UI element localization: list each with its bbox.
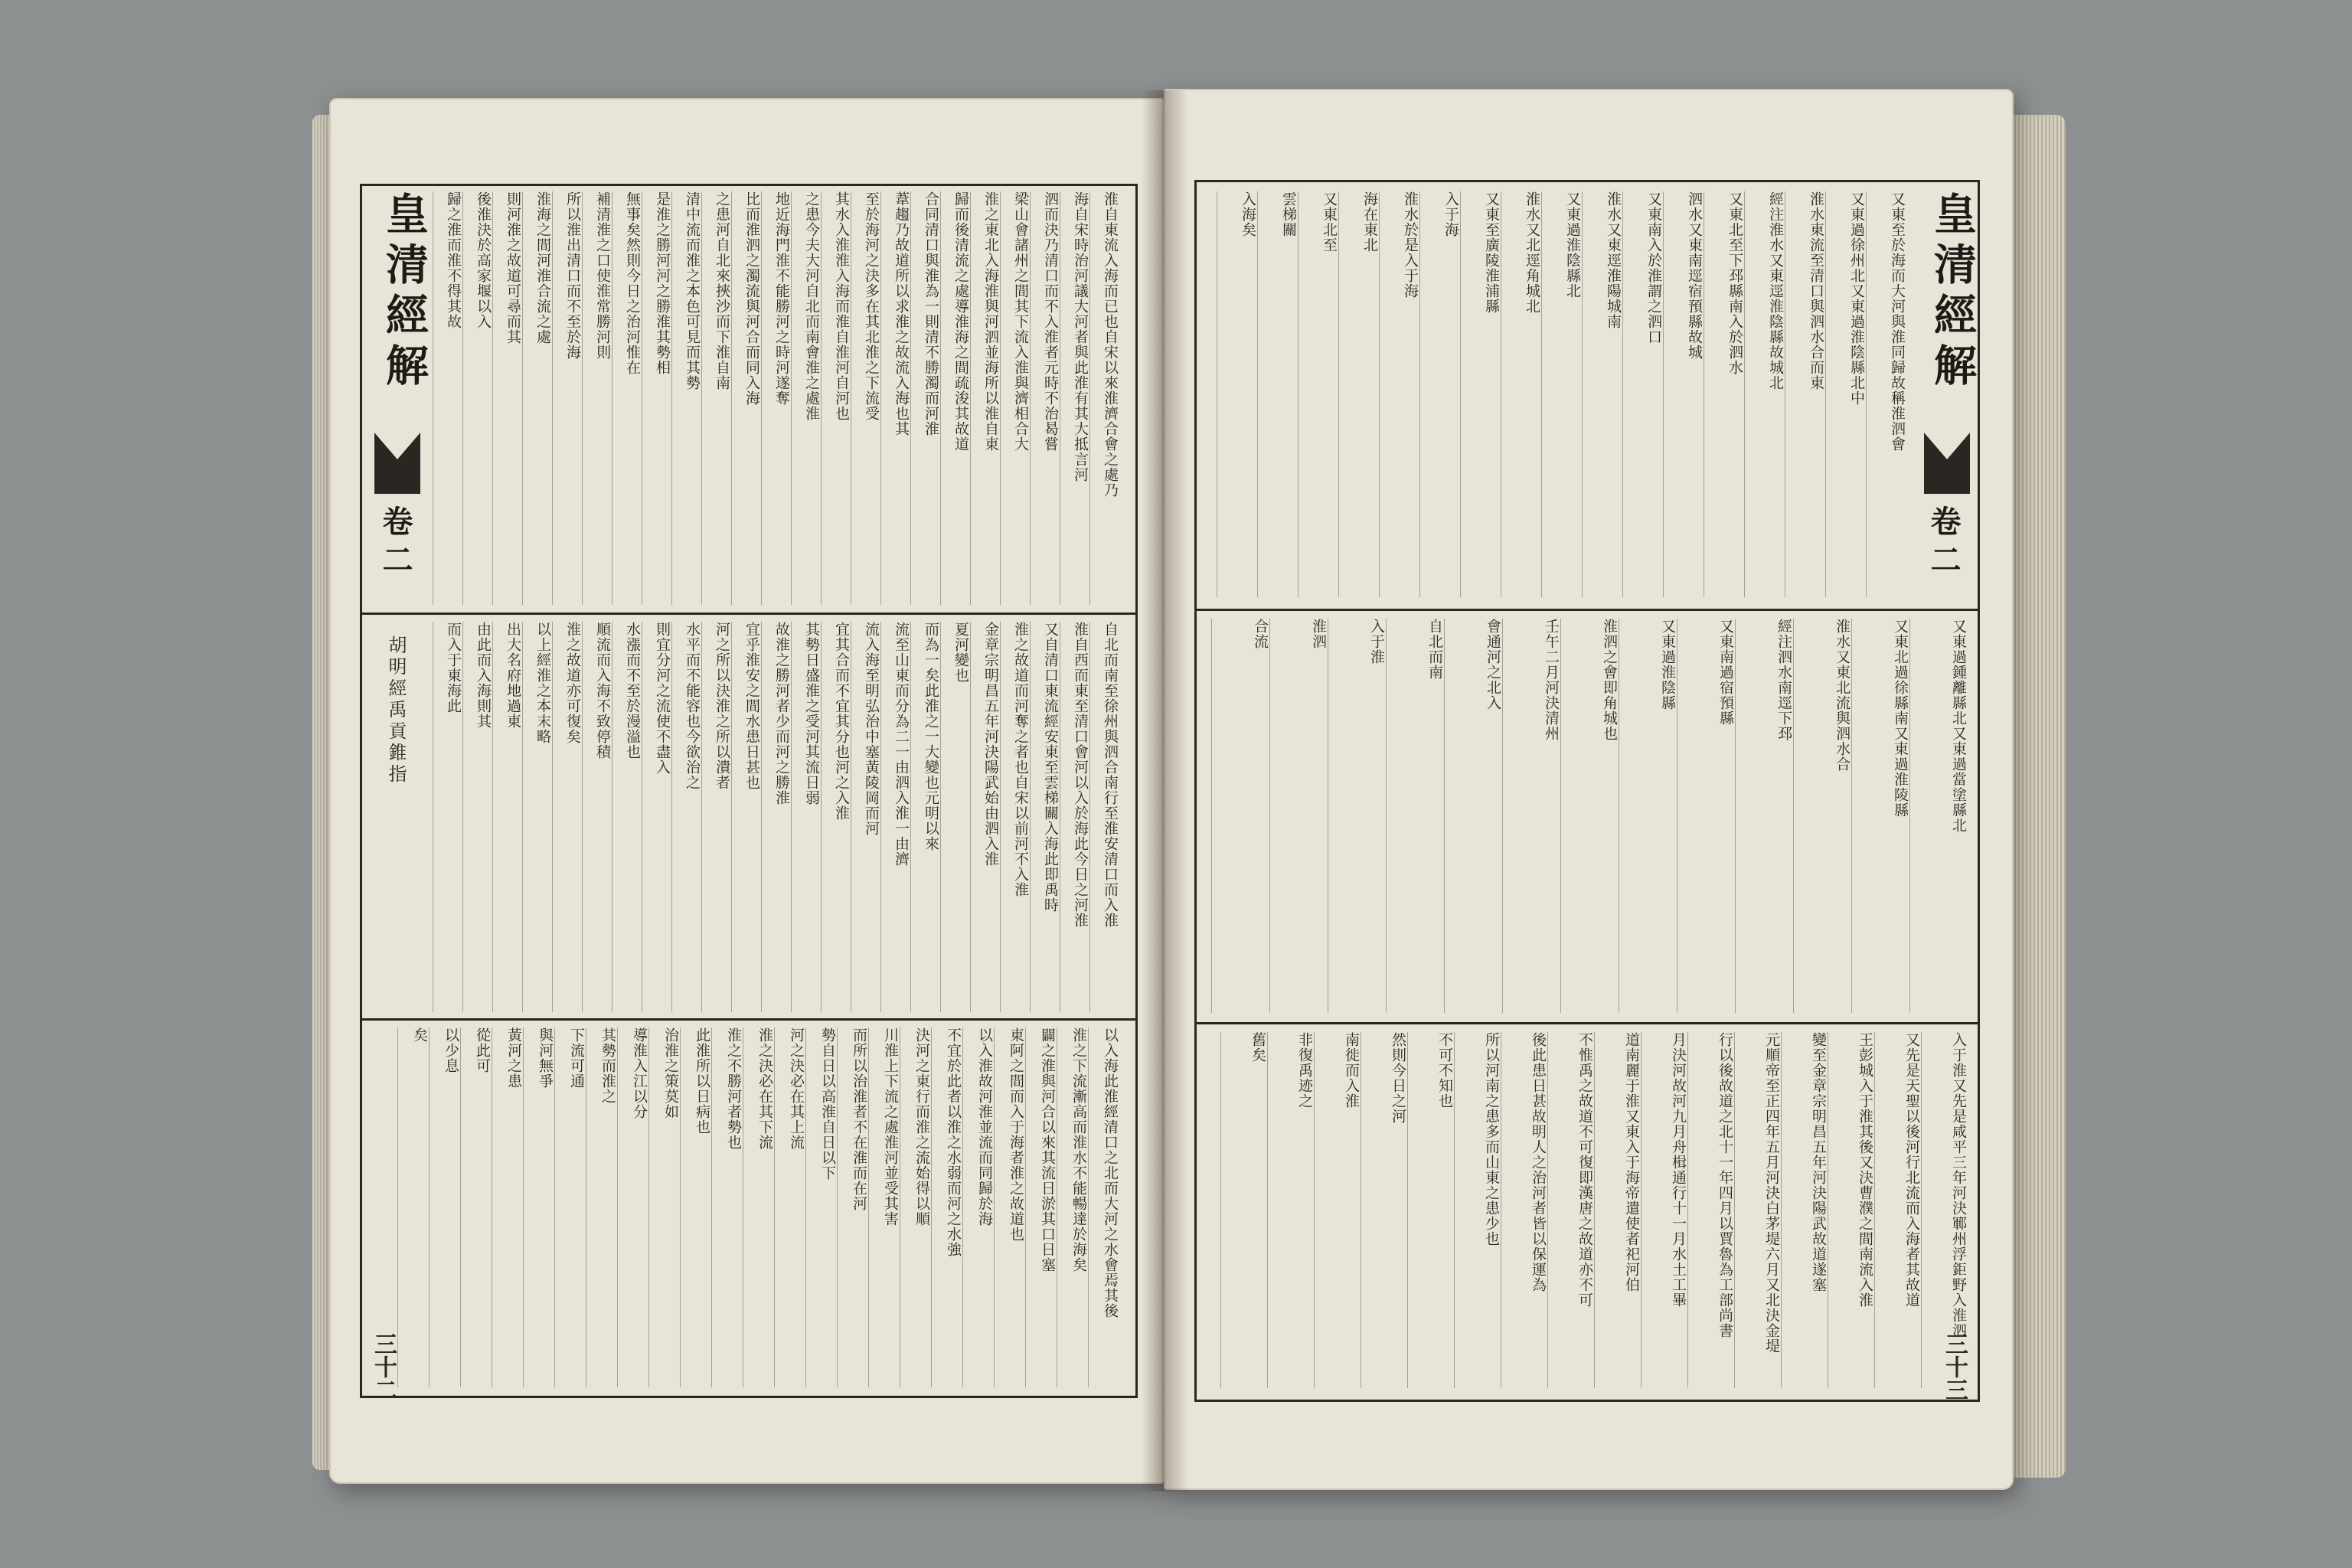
left-mid-text-column: 淮之故道亦可復矣 <box>552 622 582 1012</box>
left-bottom-text-column: 以入淮故河淮並流而同歸於海 <box>962 1027 994 1387</box>
left-mid-text-column: 則宜分河之流使不盡入 <box>642 622 671 1012</box>
right-top-text-column: 淮水於是入于海 <box>1379 191 1419 597</box>
right-bottom-text-column: 非復禹迹之 <box>1267 1032 1314 1388</box>
left-top-text-column: 海自宋時治河議大河者與此淮有其大抵言河 <box>1060 191 1089 605</box>
left-mid-text-column: 流入海至明弘治中塞黃陵岡而河 <box>851 622 880 1012</box>
right-bottom-text-column: 然則今日之河 <box>1361 1032 1407 1388</box>
left-top-text-column: 淮自東流入海而已也自宋以來淮濟合會之處乃 <box>1089 191 1119 605</box>
left-bottom-text-column: 黃河之患 <box>492 1027 523 1387</box>
right-bottom-text-column: 王彭城入于淮其後又決曹濮之間南流入淮 <box>1828 1032 1874 1388</box>
left-mid-text-column: 其勢日盛淮之受河其流日弱 <box>791 622 821 1012</box>
left-top-text-column: 歸之淮而淮不得其故 <box>433 191 462 605</box>
right-bottom-text-column: 入于淮又先是咸平三年河決鄆州浮鉅野入淮泗 <box>1921 1032 1968 1388</box>
left-mid-text-block <box>430 622 1119 1012</box>
left-bottom-text-column: 不宜於此者以淮之水弱而河之水強 <box>931 1027 962 1387</box>
right-mid-text-column: 入于淮 <box>1328 619 1386 1013</box>
left-mid-text-column: 河之所以決淮之所以潰者 <box>701 622 731 1012</box>
right-top-text-column: 泗水又東南逕宿預縣故城 <box>1663 191 1704 597</box>
left-top-text-column: 淮海之間河淮合流之處 <box>522 191 552 605</box>
right-bottom-text-column: 道南麗于淮又東入于海帝遣使者祀河伯 <box>1594 1032 1641 1388</box>
right-section-label: 卷二 <box>1926 505 1962 582</box>
left-mid-text-column: 以上經淮之本末略 <box>522 622 552 1012</box>
right-bottom-text-block <box>1210 1032 1968 1388</box>
left-bottom-text-column: 與河無爭 <box>523 1027 554 1387</box>
right-bottom-text-column: 不可不知也 <box>1407 1032 1454 1388</box>
left-bottom-text-column: 淮之不勝河者勢也 <box>711 1027 743 1387</box>
right-bottom-text-column: 月決河故河九月舟楫通行十一月水土工畢 <box>1641 1032 1687 1388</box>
right-mid-text-column: 經注泗水南逕下邳 <box>1735 619 1793 1013</box>
left-bottom-text-column: 此淮所以日病也 <box>680 1027 711 1387</box>
left-bottom-text-block <box>383 1027 1119 1387</box>
left-mid-text-column: 宜乎淮安之間水患日甚也 <box>731 622 761 1012</box>
left-top-text-column: 比而淮泗之濁流與河合而同入海 <box>731 191 761 605</box>
right-mid-text-column: 自北而南 <box>1386 619 1444 1013</box>
right-mid-text-column: 淮水又東北流與泗水合 <box>1793 619 1851 1013</box>
left-mid-text-column: 金章宗明昌五年河決陽武始由泗入淮 <box>970 622 1000 1012</box>
right-mid-text-column: 又東南過宿預縣 <box>1677 619 1735 1013</box>
left-page-number: 三十二 <box>370 1332 397 1401</box>
right-page-edges <box>2012 115 2066 1478</box>
left-top-text-column: 清中流而淮之本色可見而其勢 <box>671 191 701 605</box>
left-bottom-text-column: 其勢而淮之 <box>586 1027 617 1387</box>
left-mid-text-column: 淮自西而東至清口會河以入於海此今日之河淮 <box>1060 622 1089 1012</box>
left-mid-text-column: 故淮之勝河者少而河之勝淮 <box>761 622 791 1012</box>
left-top-text-column: 則河淮之故道可尋而其 <box>492 191 522 605</box>
right-top-text-column: 又東北至 <box>1298 191 1338 597</box>
left-running-title: 皇清經解 <box>379 191 430 394</box>
right-top-text-column: 入于海 <box>1419 191 1460 597</box>
right-bottom-text-column: 所以河南之患多而山東之患少也 <box>1454 1032 1501 1388</box>
right-bottom-text-column: 不惟禹之故道不可復即漢唐之故道亦不可 <box>1547 1032 1594 1388</box>
left-top-text-block <box>430 191 1119 605</box>
left-top-text-column: 葦趨乃故道所以求淮之故流入海也其 <box>880 191 910 605</box>
left-top-text-column: 是淮之勝河河之勝淮其勢相 <box>642 191 671 605</box>
left-bottom-text-column: 淮之下流漸高而淮水不能暢達於海矣 <box>1057 1027 1088 1387</box>
right-register-rule-2 <box>1194 1022 1978 1024</box>
left-top-text-column: 之患今夫大河自北而南會淮之處淮 <box>791 191 821 605</box>
left-fishtail-ornament <box>371 429 424 498</box>
right-mid-text-column: 又東過鍾離縣北又東過當塗縣北 <box>1909 619 1968 1013</box>
left-bottom-text-column: 淮之決必在其下流 <box>743 1027 774 1387</box>
right-bottom-text-column: 元順帝至正四年五月河決白茅堤六月又北決金堤 <box>1734 1032 1781 1388</box>
left-mid-text-column: 又自清口東流經安東至雲梯關入海此即禹時 <box>1030 622 1060 1012</box>
right-mid-text-column: 淮泗之會即角城也 <box>1560 619 1619 1013</box>
right-top-text-column: 又東北至下邳縣南入於泗水 <box>1704 191 1744 597</box>
right-top-text-column: 又東至廣陵淮浦縣 <box>1460 191 1501 597</box>
right-top-text-block <box>1210 191 1906 597</box>
left-mid-text-column: 流至山東而分為二一由泗入淮一由濟 <box>880 622 910 1012</box>
right-mid-text-block <box>1210 619 1968 1013</box>
right-mid-text-column: 合流 <box>1211 619 1269 1013</box>
right-top-text-column: 又東過淮陰縣北 <box>1541 191 1582 597</box>
right-mid-text-column: 淮泗 <box>1269 619 1328 1013</box>
left-top-text-column: 所以淮出清口而不至於海 <box>552 191 582 605</box>
left-top-text-column: 之患河自北來挾沙而下淮自南 <box>701 191 731 605</box>
right-mid-text-column: 又東過淮陰縣 <box>1619 619 1677 1013</box>
left-top-text-column: 至於海河之決多在其北淮之下流受 <box>851 191 880 605</box>
left-top-text-column: 泗而決乃清口而不入淮者元時不治曷嘗 <box>1030 191 1060 605</box>
left-mid-text-column: 而為一矣此淮之一大變也元明以來 <box>910 622 940 1012</box>
right-page-number: 三十三 <box>1941 1332 1968 1401</box>
left-bottom-text-column: 下流可通 <box>554 1027 586 1387</box>
left-author-note: 胡明經禹貢錐指 <box>385 635 407 786</box>
right-bottom-text-column: 南徙而入淮 <box>1314 1032 1361 1388</box>
left-top-text-column: 其水入淮淮入海而淮自淮河自河也 <box>821 191 851 605</box>
right-top-text-column: 淮水東流至清口與泗水合而東 <box>1785 191 1825 597</box>
right-bottom-text-column: 行以後故道之北十一年四月以賈魯為工部尚書 <box>1687 1032 1734 1388</box>
left-mid-text-column: 淮之故道而河奪之者也自宋以前河不入淮 <box>1000 622 1030 1012</box>
right-top-text-column: 經注淮水又東逕淮陰縣故城北 <box>1744 191 1785 597</box>
left-top-text-column: 補清淮之口使淮常勝河則 <box>582 191 612 605</box>
right-bottom-text-column: 又先是天聖以後河行北流而入海者其故道 <box>1874 1032 1921 1388</box>
left-mid-text-column: 夏河變也 <box>940 622 970 1012</box>
left-top-text-column: 淮之東北入海淮與河泗並海所以淮自東 <box>970 191 1000 605</box>
left-bottom-text-column: 闢之淮與河合以來其流日淤其口日塞 <box>1025 1027 1057 1387</box>
right-bottom-text-column: 變至金章宗明昌五年河決陽武故道遂塞 <box>1781 1032 1828 1388</box>
left-mid-text-column: 宜其合而不宜其分也河之入淮 <box>821 622 851 1012</box>
left-top-text-column: 後淮決於高家堰以入 <box>462 191 492 605</box>
right-running-title: 皇清經解 <box>1927 191 1978 394</box>
right-bottom-text-column: 舊矣 <box>1220 1032 1267 1388</box>
right-register-rule-1 <box>1194 609 1978 611</box>
right-bottom-text-column: 後此患日甚故明人之治河者皆以保運為 <box>1501 1032 1547 1388</box>
right-top-text-column: 海在東北 <box>1338 191 1379 597</box>
left-bottom-text-column: 川淮上下流之處淮河並受其害 <box>868 1027 900 1387</box>
right-mid-text-column: 壬午二月河決清州 <box>1502 619 1560 1013</box>
left-section-label: 卷二 <box>377 505 413 582</box>
right-top-text-column: 雲梯關 <box>1257 191 1298 597</box>
left-register-rule-1 <box>360 612 1135 615</box>
right-top-text-column: 淮水又東逕淮陽城南 <box>1582 191 1622 597</box>
left-mid-text-column: 而入于東海此 <box>433 622 462 1012</box>
left-mid-text-column: 自北而南至徐州與泗合南行至淮安清口而入淮 <box>1089 622 1119 1012</box>
right-mid-text-column: 又東北過徐縣南又東過淮陵縣 <box>1851 619 1909 1013</box>
left-bottom-text-column: 治淮之策莫如 <box>648 1027 680 1387</box>
left-top-text-column: 地近海門淮不能勝河之時河遂奪 <box>761 191 791 605</box>
left-bottom-text-column: 從此可 <box>460 1027 492 1387</box>
left-register-rule-2 <box>360 1018 1135 1021</box>
right-top-text-column: 又東至於海而大河與淮同歸故稱淮泗會 <box>1866 191 1906 597</box>
left-bottom-text-column: 決河之東行而淮之流始得以順 <box>900 1027 931 1387</box>
left-bottom-text-column: 勢自日以高淮自日以下 <box>805 1027 837 1387</box>
left-mid-text-column: 水平而不能容也今欲治之 <box>671 622 701 1012</box>
left-top-text-column: 歸而後清流之處導淮海之間疏浚其故道 <box>940 191 970 605</box>
left-bottom-text-column: 以入海此淮經清口之北而大河之水會焉其後 <box>1088 1027 1119 1387</box>
left-bottom-text-column: 東阿之間而入于海者淮之故道也 <box>994 1027 1025 1387</box>
left-mid-text-column: 出大名府地過東 <box>492 622 522 1012</box>
right-top-text-column: 淮水又北逕角城北 <box>1501 191 1541 597</box>
left-top-text-column: 無事矣然則今日之治河惟在 <box>612 191 642 605</box>
left-mid-text-column: 由此而入海則其 <box>462 622 492 1012</box>
left-bottom-text-column: 矣 <box>397 1027 429 1387</box>
right-fishtail-ornament <box>1920 429 1974 498</box>
left-top-text-column: 合同清口與淮為一則清不勝濁而河淮 <box>910 191 940 605</box>
right-top-text-column: 又東過徐州北又東過淮陰縣北中 <box>1825 191 1866 597</box>
left-bottom-text-column: 而所以治淮者不在淮而在河 <box>837 1027 868 1387</box>
left-bottom-text-column: 導淮入江以分 <box>617 1027 648 1387</box>
left-mid-text-column: 順流而入海不致停積 <box>582 622 612 1012</box>
left-mid-text-column: 水漲而不至於漫溢也 <box>612 622 642 1012</box>
right-mid-text-column: 會通河之北入 <box>1444 619 1502 1013</box>
left-top-text-column: 梁山會諸州之間其下流入淮與濟相合大 <box>1000 191 1030 605</box>
right-top-text-column: 又東南入於淮謂之泗口 <box>1622 191 1663 597</box>
left-bottom-text-column: 河之決必在其上流 <box>774 1027 805 1387</box>
left-bottom-text-column: 以少息 <box>429 1027 460 1387</box>
right-top-text-column: 入海矣 <box>1217 191 1257 597</box>
